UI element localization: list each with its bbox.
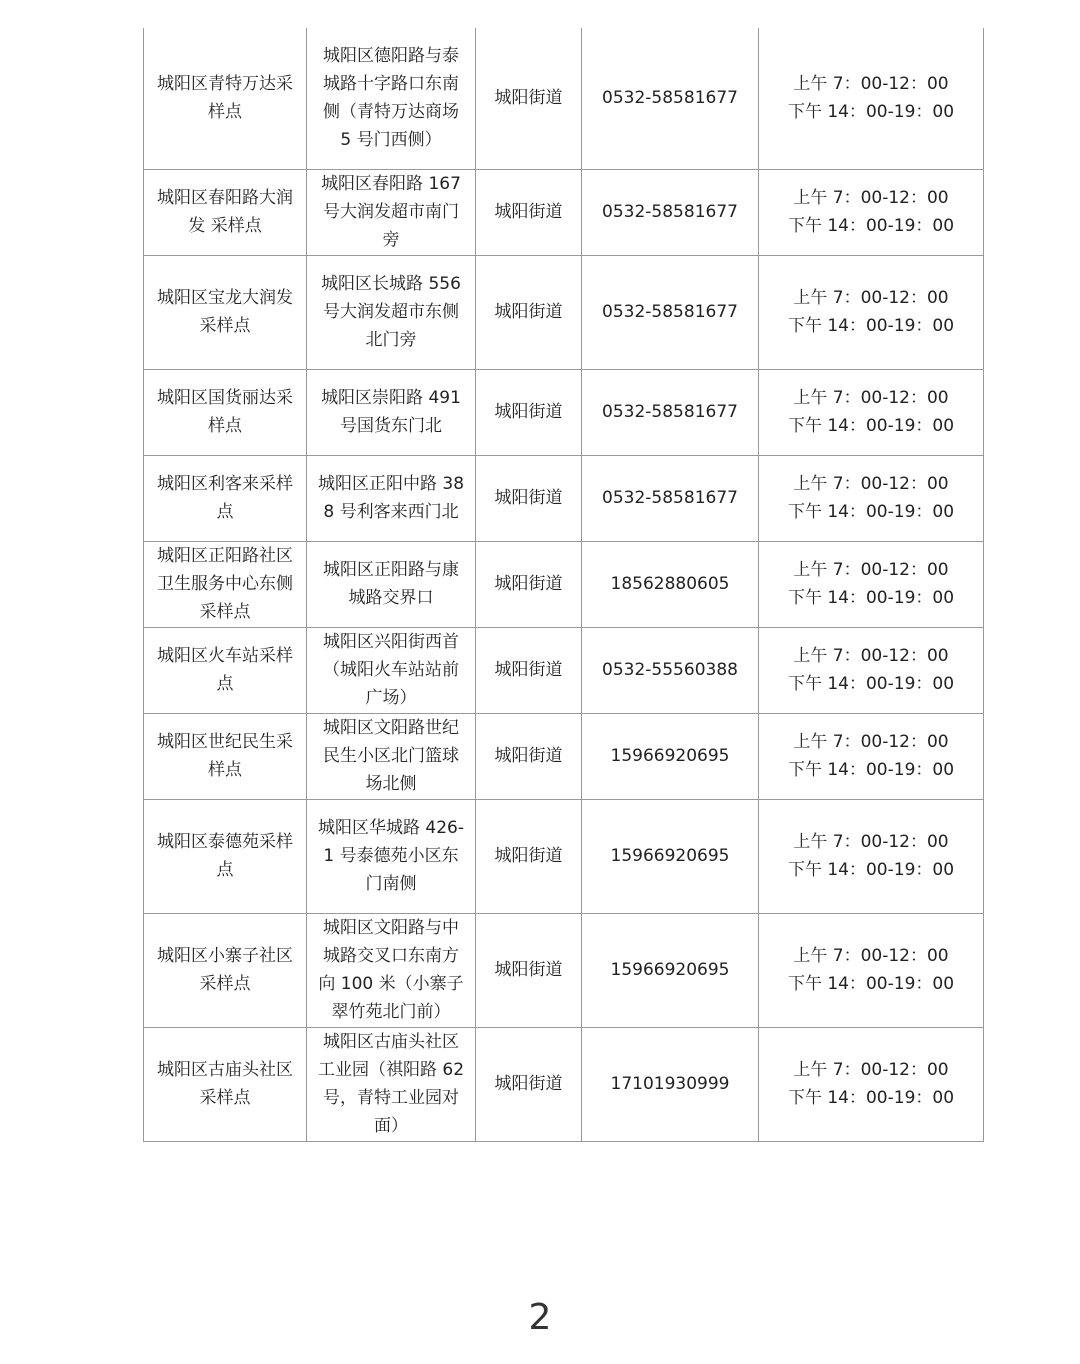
site-name-cell: 城阳区宝龙大润发 采样点 <box>144 255 307 369</box>
hours-cell <box>759 627 984 713</box>
street-cell: 城阳街道 <box>476 627 582 713</box>
street-cell: 城阳街道 <box>476 369 582 455</box>
hours-morning: 上午 7：00-12：00 <box>793 474 949 494</box>
site-name-cell: 城阳区古庙头社区 采样点 <box>144 1027 307 1141</box>
hours-cell <box>759 799 984 913</box>
hours-morning: 上午 7：00-12：00 <box>793 188 949 208</box>
phone-cell: 0532-58581677 <box>582 169 759 255</box>
site-name-cell: 城阳区青特万达采样点 <box>144 28 307 169</box>
table-row <box>144 455 984 541</box>
hours-morning: 上午 7：00-12：00 <box>793 288 949 308</box>
address-cell: 城阳区华城路 426-1 号泰德苑小区东门南侧 <box>307 799 476 913</box>
site-name-cell: 城阳区泰德苑采样点 <box>144 799 307 913</box>
hours-afternoon: 下午 14：00-19：00 <box>787 502 955 522</box>
hours-cell <box>759 455 984 541</box>
street-cell: 城阳街道 <box>476 799 582 913</box>
address-cell: 城阳区兴阳街西首（城阳火车站站前广场） <box>307 627 476 713</box>
phone-cell: 15966920695 <box>582 713 759 799</box>
site-name-cell: 城阳区正阳路社区卫生服务中心东侧采样点 <box>144 541 307 627</box>
hours-morning: 上午 7：00-12：00 <box>793 946 949 966</box>
phone-cell: 0532-58581677 <box>582 28 759 169</box>
site-name-cell: 城阳区世纪民生采样点 <box>144 713 307 799</box>
street-cell: 城阳街道 <box>476 255 582 369</box>
table-row <box>144 1027 984 1141</box>
hours-cell <box>759 169 984 255</box>
address-cell: 城阳区文阳路世纪民生小区北门篮球场北侧 <box>307 713 476 799</box>
street-cell: 城阳街道 <box>476 541 582 627</box>
table-row <box>144 713 984 799</box>
sampling-sites-table <box>143 28 984 1142</box>
hours-afternoon: 下午 14：00-19：00 <box>787 760 955 780</box>
address-cell: 城阳区春阳路 167 号大润发超市南门旁 <box>307 169 476 255</box>
hours-morning: 上午 7：00-12：00 <box>793 832 949 852</box>
hours-morning: 上午 7：00-12：00 <box>793 560 949 580</box>
street-cell: 城阳街道 <box>476 455 582 541</box>
phone-cell: 0532-58581677 <box>582 369 759 455</box>
address-cell: 城阳区长城路 556 号大润发超市东侧北门旁 <box>307 255 476 369</box>
hours-morning: 上午 7：00-12：00 <box>793 74 949 95</box>
street-cell: 城阳街道 <box>476 28 582 169</box>
hours-morning: 上午 7：00-12：00 <box>793 1060 949 1080</box>
phone-cell: 0532-58581677 <box>582 255 759 369</box>
address-cell: 城阳区崇阳路 491 号国货东门北 <box>307 369 476 455</box>
hours-cell <box>759 1027 984 1141</box>
hours-morning: 上午 7：00-12：00 <box>793 646 949 666</box>
site-name-cell: 城阳区利客来采样点 <box>144 455 307 541</box>
phone-cell: 18562880605 <box>582 541 759 627</box>
page-number: 2 <box>528 1297 552 1338</box>
site-name-cell: 城阳区小寨子社区 采样点 <box>144 913 307 1027</box>
hours-cell <box>759 369 984 455</box>
phone-cell: 15966920695 <box>582 913 759 1027</box>
site-name-cell: 城阳区春阳路大润发 采样点 <box>144 169 307 255</box>
table-row <box>144 627 984 713</box>
hours-afternoon: 下午 14：00-19：00 <box>787 588 955 608</box>
hours-cell <box>759 913 984 1027</box>
phone-cell: 0532-58581677 <box>582 455 759 541</box>
table-row <box>144 913 984 1027</box>
hours-afternoon: 下午 14：00-19：00 <box>787 974 955 994</box>
hours-afternoon: 下午 14：00-19：00 <box>787 316 955 336</box>
address-cell: 城阳区正阳路与康城路交界口 <box>307 541 476 627</box>
phone-cell: 17101930999 <box>582 1027 759 1141</box>
table-row <box>144 799 984 913</box>
address-cell: 城阳区古庙头社区工业园（祺阳路 62 号，青特工业园对面） <box>307 1027 476 1141</box>
phone-cell: 15966920695 <box>582 799 759 913</box>
table-row <box>144 169 984 255</box>
hours-afternoon: 下午 14：00-19：00 <box>787 1088 955 1108</box>
table-row <box>144 541 984 627</box>
hours-cell <box>759 255 984 369</box>
street-cell: 城阳街道 <box>476 713 582 799</box>
street-cell: 城阳街道 <box>476 913 582 1027</box>
address-cell: 城阳区德阳路与泰城路十字路口东南侧（青特万达商场 5 号门西侧） <box>307 28 476 169</box>
table-body <box>144 28 984 1141</box>
hours-afternoon: 下午 14：00-19：00 <box>787 216 955 236</box>
table-row <box>144 369 984 455</box>
site-name-cell: 城阳区火车站采样点 <box>144 627 307 713</box>
hours-cell <box>759 713 984 799</box>
table-row <box>144 255 984 369</box>
hours-afternoon: 下午 14：00-19：00 <box>787 674 955 694</box>
street-cell: 城阳街道 <box>476 169 582 255</box>
hours-afternoon: 下午 14：00-19：00 <box>787 860 955 880</box>
address-cell: 城阳区正阳中路 388 号利客来西门北 <box>307 455 476 541</box>
hours-morning: 上午 7：00-12：00 <box>793 732 949 752</box>
hours-cell <box>759 28 984 169</box>
hours-afternoon: 下午 14：00-19：00 <box>787 416 955 436</box>
street-cell: 城阳街道 <box>476 1027 582 1141</box>
site-name-cell: 城阳区国货丽达采样点 <box>144 369 307 455</box>
hours-morning: 上午 7：00-12：00 <box>793 388 949 408</box>
hours-cell <box>759 541 984 627</box>
address-cell: 城阳区文阳路与中城路交叉口东南方向 100 米（小寨子翠竹苑北门前） <box>307 913 476 1027</box>
phone-cell: 0532-55560388 <box>582 627 759 713</box>
table-row <box>144 28 984 169</box>
hours-afternoon: 下午 14：00-19：00 <box>787 102 955 123</box>
